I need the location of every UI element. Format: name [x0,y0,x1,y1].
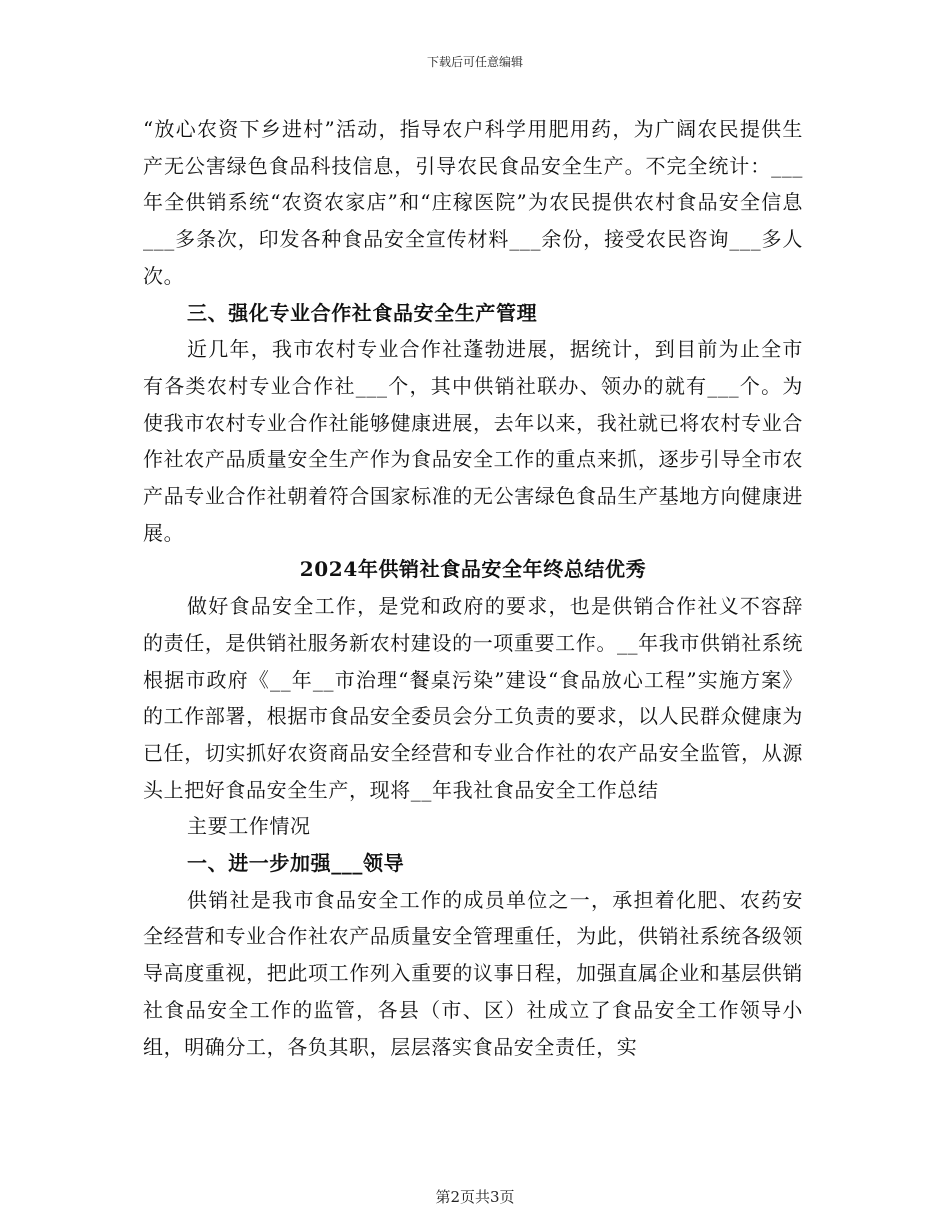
paragraph-activity: “放心农资下乡进村”活动，指导农户科学用肥用药，为广阔农民提供生产无公害绿色食品科技信息，引导农民食品安全生产。不完全统计：___年全供销系统“农资农家店”和“庄稼医院”为农民提供农村食品安全信息___多条次，印发各种食品安全宣传材料___余份，接受农民咨询___多人次。 [143,117,803,288]
subheading-main-work: 主要工作情况 [187,814,311,839]
page-header: 下载后可任意编辑 [426,55,523,69]
paragraph-intro: 做好食品安全工作，是党和政府的要求，也是供销合作社义不容辞的责任，是供销社服务新农村建设的一项重要工作。__年我市供销社系统根据市政府《__年__市治理“餐桌污染”建设“食品放心工程”实施方案》的工作部署，根据市食品安全委员会分工负责的要求，以人民群众健康为已任，切实抓好农资商品安全经营和专业合作社的农产品安全监管，从源头上把好食品安全生产，现将__年我社食品安全工作总结 [143,594,803,802]
section-heading-1: 一、进一步加强___领导 [187,851,405,876]
document-body [143,111,803,1065]
paragraph-cooperatives: 近几年，我市农村专业合作社蓬勃进展，据统计，到目前为止全市有各类农村专业合作社___个，其中供销社联办、领办的就有___个。为使我市农村专业合作社能够健康进展，去年以来，我社就已将农村专业合作社农产品质量安全生产作为食品安全工作的重点来抓，逐步引导全市农产品专业合作社朝着符合国家标准的无公害绿色食品生产基地方向健康进展。 [143,337,803,545]
section-heading-3: 三、强化专业合作社食品安全生产管理 [187,300,538,325]
page-footer: 第2页共3页 [435,1188,515,1206]
paragraph-leadership: 供销社是我市食品安全工作的成员单位之一，承担着化肥、农药安全经营和专业合作社农产品质量安全管理重任，为此，供销社系统各级领导高度重视，把此项工作列入重要的议事日程，加强直属企业和基层供销社食品安全工作的监管，各县（市、区）社成立了食品安全工作领导小组，明确分工，各负其职，层层落实食品安全责任，实 [143,887,803,1059]
document-title: 2024年供销社食品安全年终总结优秀 [299,557,647,582]
